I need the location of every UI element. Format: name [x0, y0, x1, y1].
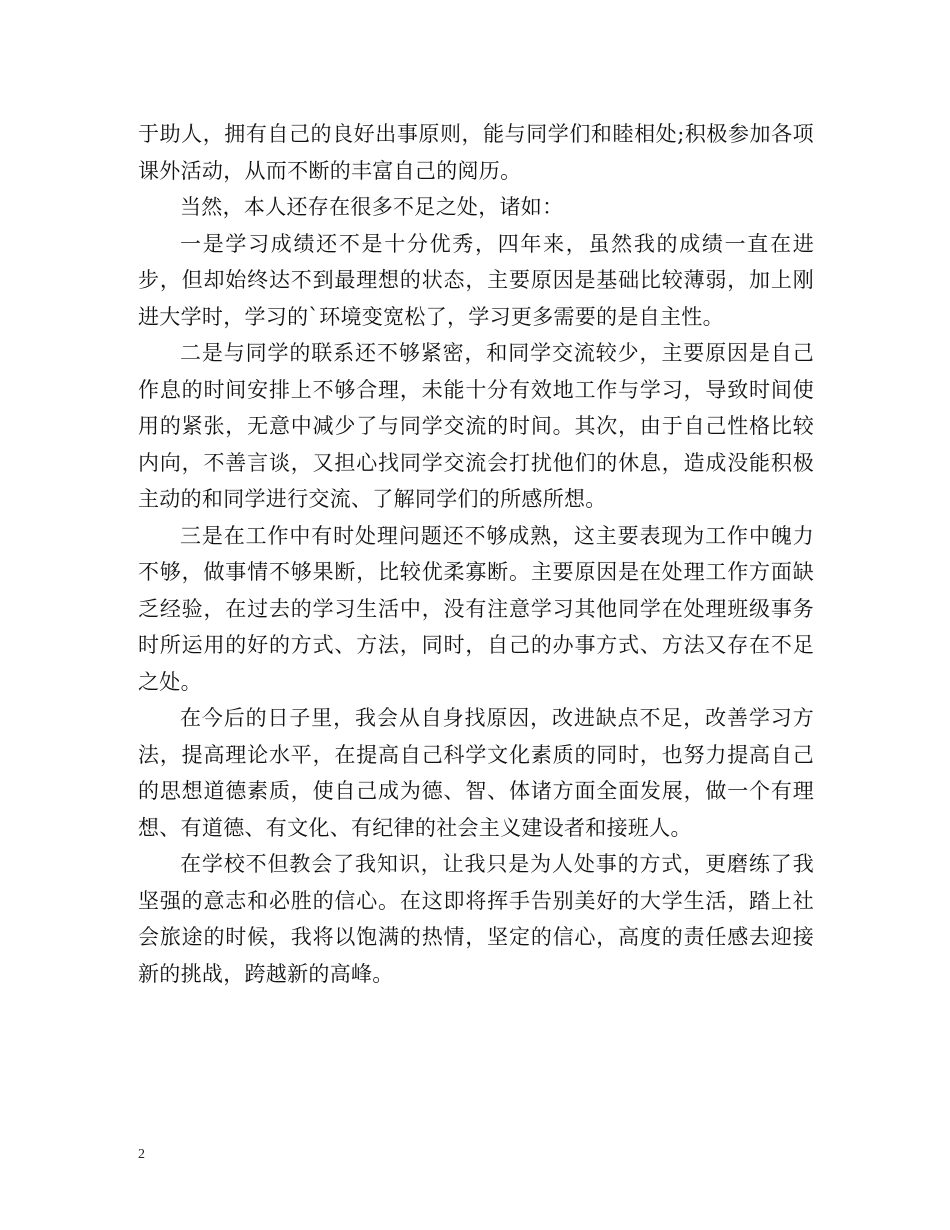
- page-number: 2: [138, 1147, 145, 1162]
- paragraph-shortcoming-one: 一是学习成绩还不是十分优秀，四年来，虽然我的成绩一直在进步，但却始终达不到最理想的状态，主要原因是基础比较薄弱，加上刚进大学时，学习的`环境变宽松了，学习更多需要的是自主性。: [138, 231, 814, 329]
- document-body: [138, 116, 814, 992]
- paragraph-shortcomings-intro: 当然，本人还存在很多不足之处，诸如：: [180, 195, 564, 219]
- paragraph-shortcoming-three: 三是在工作中有时处理问题还不够成熟，这主要表现为工作中魄力不够，做事情不够果断，比较优柔寡断。主要原因是在处理工作方面缺乏经验，在过去的学习生活中，没有注意学习其他同学在处理班级事务时所运用的好的方式、方法，同时，自己的办事方式、方法又存在不足之处。: [138, 523, 814, 694]
- paragraph-future-plan: 在今后的日子里，我会从自身找原因，改进缺点不足，改善学习方法，提高理论水平，在提高自己科学文化素质的同时，也努力提高自己的思想道德素质，使自己成为德、智、体诸方面全面发展，做一个有理想、有道德、有文化、有纪律的社会主义建设者和接班人。: [138, 706, 814, 840]
- paragraph-shortcoming-two: 二是与同学的联系还不够紧密，和同学交流较少，主要原因是自己作息的时间安排上不够合理，未能十分有效地工作与学习，导致时间使用的紧张，无意中减少了与同学交流的时间。其次，由于自己性格比较内向，不善言谈，又担心找同学交流会打扰他们的休息，造成没能积极主动的和同学进行交流、了解同学们的所感所想。: [138, 341, 814, 511]
- paragraph-continued: 于助人，拥有自己的良好出事原则，能与同学们和睦相处;积极参加各项课外活动，从而不断的丰富自己的阅历。: [138, 122, 814, 183]
- paragraph-closing: 在学校不但教会了我知识，让我只是为人处事的方式，更磨练了我坚强的意志和必胜的信心。在这即将挥手告别美好的大学生活，踏上社会旅途的时候，我将以饱满的热情，坚定的信心，高度的责任感去迎接新的挑战，跨越新的高峰。: [138, 852, 814, 986]
